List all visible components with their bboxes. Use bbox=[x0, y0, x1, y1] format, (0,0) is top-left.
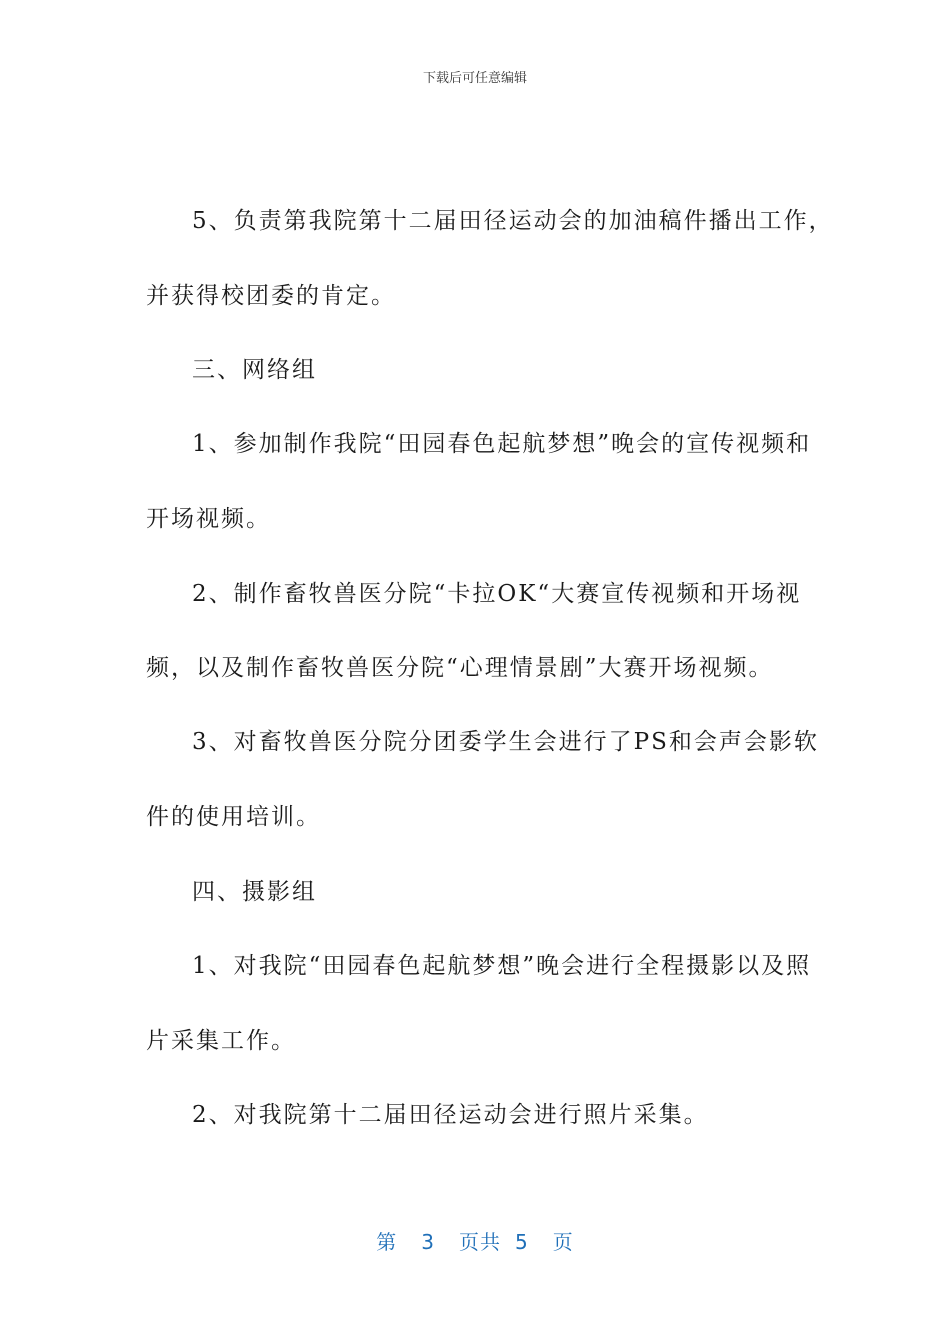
footer-prefix: 第 bbox=[376, 1230, 398, 1254]
paragraph-line: 1、对我院“田园春色起航梦想”晚会进行全程摄影以及照 bbox=[192, 953, 812, 979]
paragraph-line: 1、参加制作我院“田园春色起航梦想”晚会的宣传视频和 bbox=[192, 431, 812, 457]
paragraph-line: 件的使用培训。 bbox=[146, 804, 321, 830]
page-header: 下载后可任意编辑 bbox=[422, 71, 527, 86]
paragraph-line: 频，以及制作畜牧兽医分院“心理情景剧”大赛开场视频。 bbox=[146, 655, 774, 681]
footer-current-page: 3 bbox=[421, 1230, 435, 1254]
page-footer bbox=[0, 1226, 950, 1255]
paragraph-line: 开场视频。 bbox=[146, 506, 271, 532]
paragraph-line: 2、对我院第十二届田径运动会进行照片采集。 bbox=[192, 1102, 709, 1128]
paragraph-line: 片采集工作。 bbox=[146, 1028, 296, 1054]
section-title: 三、网络组 bbox=[192, 357, 317, 383]
paragraph-line: 并获得校团委的肯定。 bbox=[146, 283, 396, 309]
paragraph-line: 5、负责第我院第十二届田径运动会的加油稿件播出工作， bbox=[192, 208, 834, 234]
footer-suffix: 页 bbox=[552, 1230, 574, 1254]
section-title: 四、摄影组 bbox=[192, 879, 317, 905]
paragraph-line: 2、制作畜牧兽医分院“卡拉OK“大赛宣传视频和开场视 bbox=[192, 581, 802, 607]
footer-total-pages: 5 bbox=[515, 1230, 529, 1254]
paragraph-line: 3、对畜牧兽医分院分团委学生会进行了PS和会声会影软 bbox=[192, 729, 819, 755]
footer-middle: 页共 bbox=[459, 1230, 501, 1254]
